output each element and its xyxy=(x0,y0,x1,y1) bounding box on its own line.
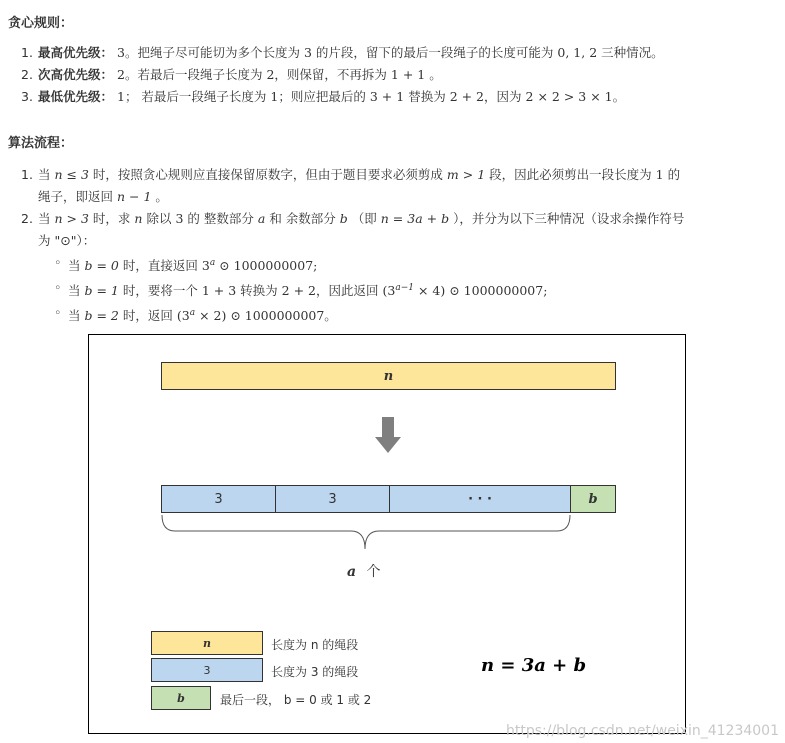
list-item xyxy=(8,302,778,327)
rope-n-label: n xyxy=(383,368,394,384)
brace-unit: 个 xyxy=(366,564,381,580)
priority-label: 最低优先级： xyxy=(38,89,114,104)
math-part: (3 xyxy=(382,283,396,299)
math-value: 2 xyxy=(266,67,275,82)
math-value: 1 xyxy=(117,89,125,104)
legend-text-b: 最后一段， b = 0 或 1 或 2 xyxy=(220,693,372,707)
math-value: b = 2 xyxy=(84,308,119,324)
legend-box-label: b xyxy=(177,691,185,705)
math-value xyxy=(383,283,446,298)
heading-greedy-rules: 贪心规则： xyxy=(8,16,74,31)
item-text: 和 余数部分 xyxy=(269,211,336,226)
math-value: ⊙ 1000000007。 xyxy=(230,308,337,324)
item-text: 时，直接返回 xyxy=(122,258,198,274)
formula: n = 3a + b xyxy=(481,655,587,676)
legend-yellow-box xyxy=(151,631,263,655)
item-number: 2. xyxy=(21,211,33,226)
legend-text-n: 长度为 n 的绳段 xyxy=(271,638,359,652)
math-value: m > 1 xyxy=(446,167,486,182)
algorithm-list xyxy=(8,164,778,327)
math-part: × 4) xyxy=(417,283,446,299)
list-item xyxy=(8,277,778,302)
math-value: 3 xyxy=(117,45,125,60)
math-value: ⊙ 1000000007; xyxy=(219,258,318,274)
math-part: × 2) xyxy=(199,308,227,324)
math-base: 3 xyxy=(201,258,210,274)
item-text: 时，返回 xyxy=(122,308,173,324)
math-exponent: a xyxy=(189,308,196,319)
math-value: 2 xyxy=(117,67,125,82)
item-text: 当 xyxy=(38,167,51,182)
item-text: 的 xyxy=(667,167,681,182)
item-text: ；则应把最后的 xyxy=(278,89,366,104)
item-text: 。 xyxy=(429,67,442,82)
bullet-icon: ◦ xyxy=(54,305,62,321)
item-text: ），并分为以下三种情况（设求余操作符号 xyxy=(453,211,685,226)
math-value: 2 × 2 > 3 × 1 xyxy=(525,89,613,104)
list-item xyxy=(8,164,778,208)
bullet-icon: ◦ xyxy=(54,255,62,270)
bullet-icon: ◦ xyxy=(54,280,62,296)
item-text: ，则保留，不再拆为 xyxy=(274,67,387,82)
math-value: b = 0 xyxy=(84,258,119,274)
segment-b: b xyxy=(571,486,615,512)
math-value: n xyxy=(134,211,143,226)
legend-text-3: 长度为 3 的绳段 xyxy=(271,665,359,679)
item-text: 时，要将一个 xyxy=(122,283,198,299)
item-text: 的片段，留下的最后一段绳子的长度可能为 xyxy=(315,45,554,60)
item-number: 2. xyxy=(21,67,33,82)
segment-ellipsis: · · · xyxy=(390,486,571,512)
math-value: n = 3a + b xyxy=(380,211,450,226)
item-text: 当 xyxy=(68,258,81,274)
math-part: (3 xyxy=(176,308,190,324)
legend-blue-box xyxy=(151,658,263,682)
item-text: 当 xyxy=(68,283,81,299)
math-value: 3 + 1 xyxy=(369,89,405,104)
math-value xyxy=(202,258,215,273)
math-value: n ≤ 3 xyxy=(54,167,89,182)
watermark: https://blog.csdn.net/weixin_41234001 xyxy=(505,723,779,739)
item-text: （即 xyxy=(351,211,377,226)
item-text: 三种情况。 xyxy=(601,45,664,60)
list-item xyxy=(8,86,778,108)
math-value xyxy=(177,308,226,323)
math-value: ⊙ 1000000007; xyxy=(449,283,548,299)
math-value: 3 xyxy=(303,45,312,60)
math-value: 1 + 1 xyxy=(390,67,426,82)
list-item xyxy=(8,252,778,277)
rope-segments xyxy=(161,485,616,513)
math-value: 2 + 2 xyxy=(449,89,485,104)
item-text: 当 xyxy=(68,308,81,324)
item-text: 的 整数部分 xyxy=(187,211,254,226)
list-item xyxy=(8,208,778,252)
rope-n-bar xyxy=(161,362,616,390)
brace-icon xyxy=(161,515,573,551)
item-number: 1. xyxy=(21,167,33,182)
item-text: 时，求 xyxy=(92,211,131,226)
item-text: 段，因此必须剪出一段长度为 xyxy=(489,167,652,182)
math-value: 1 xyxy=(655,167,664,182)
math-value: a xyxy=(257,211,266,226)
item-text: 除以 xyxy=(146,211,172,226)
math-value: 1 + 3 xyxy=(201,283,237,299)
math-value: b = 1 xyxy=(84,283,119,299)
item-text: 替换为 xyxy=(408,89,446,104)
item-text: 。 xyxy=(612,89,626,104)
item-text: ； 若最后一段绳子长度为 xyxy=(124,89,267,104)
math-value: n > 3 xyxy=(54,211,89,226)
item-number: 1. xyxy=(21,45,33,60)
priority-label: 最高优先级： xyxy=(38,45,114,60)
item-text: ，因此返回 xyxy=(316,283,379,299)
math-exponent: a−1 xyxy=(395,283,414,294)
item-text: 当 xyxy=(38,211,51,226)
priority-label: 次高优先级： xyxy=(38,67,114,82)
item-text: 。若最后一段绳子长度为 xyxy=(124,67,263,82)
legend-box-label: 3 xyxy=(203,663,211,677)
heading-algorithm-flow: 算法流程： xyxy=(8,136,74,151)
item-text: 转换为 xyxy=(240,283,278,299)
math-value: 2 + 2 xyxy=(281,283,316,299)
arrow-down-icon xyxy=(375,417,401,453)
segment-3: 3 xyxy=(162,486,276,512)
legend-green-box xyxy=(151,686,211,710)
legend-box-label: n xyxy=(203,636,211,650)
item-text: 绳子，即返回 xyxy=(38,189,114,204)
math-exponent: a xyxy=(209,258,216,268)
brace-caption xyxy=(347,561,381,581)
list-item xyxy=(8,64,778,86)
rope-diagram xyxy=(88,334,686,734)
item-text: 时，按照贪心规则应直接保留原数字，但由于题目要求必须剪成 xyxy=(92,167,443,182)
greedy-rules-list xyxy=(8,42,778,108)
math-value: 0, 1, 2 xyxy=(557,45,598,60)
math-value: b xyxy=(339,211,348,226)
item-text: 为 "⊙"）： xyxy=(38,233,96,248)
math-value: n − 1 xyxy=(117,189,152,204)
item-text: ，因为 xyxy=(484,89,522,104)
item-text: 。把绳子尽可能切为多个长度为 xyxy=(124,45,300,60)
item-text: 。 xyxy=(155,189,168,204)
math-value: 3 xyxy=(175,211,184,226)
segment-3: 3 xyxy=(276,486,390,512)
list-item xyxy=(8,42,778,64)
math-value: 1 xyxy=(270,89,279,104)
item-number: 3. xyxy=(21,89,33,104)
brace-label-a: a xyxy=(347,564,357,580)
